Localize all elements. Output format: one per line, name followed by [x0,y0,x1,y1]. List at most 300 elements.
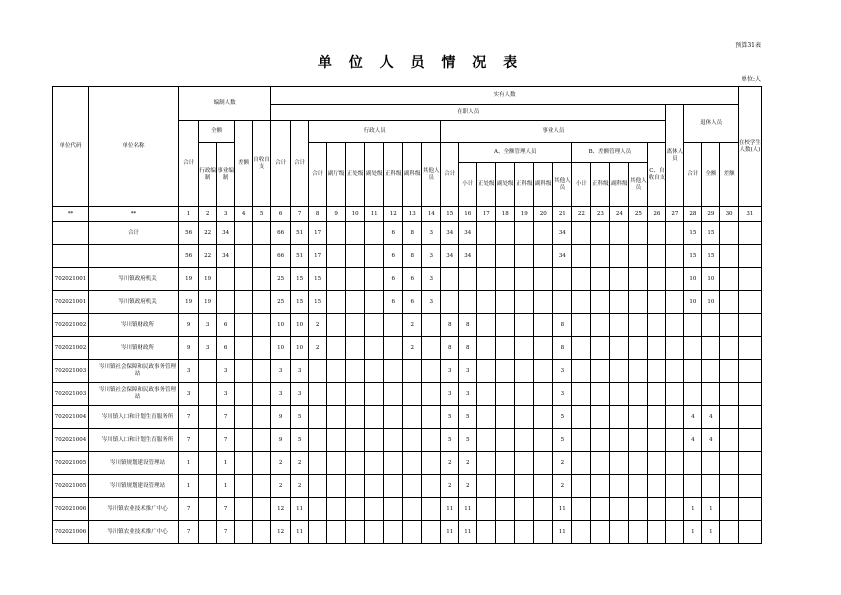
value-cell [253,268,271,291]
value-cell: 3 [459,360,477,383]
value-cell [515,383,534,406]
value-cell: 4 [702,406,720,429]
value-cell: 3 [422,268,441,291]
value-cell [253,337,271,360]
value-cell [422,452,441,475]
value-cell [217,291,235,314]
value-cell [253,222,271,245]
value-cell: 7 [179,429,199,452]
value-cell [610,521,629,544]
value-cell: 25 [271,291,291,314]
value-cell: 2 [309,337,327,360]
unit-label: 单位:人 [740,76,761,83]
value-cell [496,475,515,498]
value-cell [553,268,572,291]
value-cell: 6 [217,337,235,360]
value-cell [720,521,738,544]
unit-name-text: 岑川镇社会保障和民政事务管理站 [99,387,177,400]
value-cell: 10 [702,268,720,291]
value-cell [610,337,629,360]
value-cell [235,429,253,452]
value-cell: 34 [459,222,477,245]
value-cell [403,360,422,383]
value-cell: 19 [199,291,217,314]
value-cell [572,268,591,291]
value-cell: 1 [217,452,235,475]
value-cell [403,475,422,498]
value-cell [403,429,422,452]
value-cell [648,291,666,314]
value-cell [591,314,610,337]
unit-name-text: 岑川镇政府机关 [118,298,157,305]
value-cell: 34 [441,245,459,268]
col-b-other: 其他人员 [629,163,648,207]
value-cell [610,429,629,452]
value-cell [199,521,217,544]
value-cell [327,521,346,544]
value-cell [496,429,515,452]
value-cell [384,498,403,521]
value-cell: 5 [291,429,309,452]
value-cell [309,452,327,475]
value-cell [403,452,422,475]
value-cell [496,406,515,429]
value-cell [365,383,384,406]
value-cell [629,245,648,268]
value-cell [477,337,496,360]
value-cell [629,521,648,544]
value-cell [384,406,403,429]
unit-name-cell [89,268,179,291]
value-cell [365,268,384,291]
value-cell: 15 [684,245,702,268]
value-cell [365,337,384,360]
value-cell: 15 [309,291,327,314]
data-rows [53,222,762,544]
value-cell [403,406,422,429]
value-cell: 3 [422,245,441,268]
value-cell [477,498,496,521]
value-cell [496,291,515,314]
value-cell: 5 [459,429,477,452]
value-cell [610,222,629,245]
value-cell: 8 [403,245,422,268]
unit-name-cell [89,429,179,452]
value-cell [235,452,253,475]
value-cell: 1 [684,521,702,544]
table-row [53,268,762,291]
value-cell [666,406,684,429]
value-cell: 8 [459,314,477,337]
unit-name-text: 岑川镇财政所 [121,321,155,328]
value-cell [610,268,629,291]
unit-name-text: 岑川镇规划建设管理站 [110,482,166,489]
value-cell: 2 [459,475,477,498]
value-cell [515,452,534,475]
value-cell [572,498,591,521]
value-cell [666,383,684,406]
value-cell: 2 [441,452,459,475]
value-cell [515,245,534,268]
unit-code-cell: 702021002 [53,337,89,360]
value-cell: 10 [702,291,720,314]
value-cell [684,314,702,337]
unit-code-cell: 702021003 [53,360,89,383]
value-cell [199,360,217,383]
unit-code-cell: 702021005 [53,475,89,498]
col-est-diff: 差额 [235,121,253,207]
table-row [53,406,762,429]
value-cell [666,360,684,383]
value-cell [515,268,534,291]
unit-name-cell [89,475,179,498]
value-cell [629,337,648,360]
value-cell [666,314,684,337]
value-cell [477,314,496,337]
value-cell: 6 [384,291,403,314]
value-cell: 7 [217,406,235,429]
value-cell [738,337,761,360]
value-cell [515,222,534,245]
col-number: 31 [738,207,761,222]
col-establishment: 编制人数 [179,87,271,121]
value-cell: 1 [179,452,199,475]
value-cell: 15 [291,268,309,291]
value-cell: 3 [199,337,217,360]
unit-name-cell [89,291,179,314]
value-cell: 8 [403,222,422,245]
value-cell: 15 [702,222,720,245]
value-cell [346,268,365,291]
col-number: 16 [459,207,477,222]
table-row [53,498,762,521]
col-public-total: 合计 [441,143,459,207]
value-cell: 9 [271,406,291,429]
value-cell [610,383,629,406]
value-cell: 56 [179,245,199,268]
value-cell: 1 [684,498,702,521]
value-cell [217,268,235,291]
value-cell [496,222,515,245]
unit-name-text: 岑川镇人口和计划生育服务所 [101,436,174,443]
col-est-self: 自收自支 [253,121,271,207]
value-cell [591,475,610,498]
col-retired-off: 离休人员 [666,105,684,207]
unit-name-text: 岑川镇农业技术推广中心 [107,528,168,535]
value-cell [365,406,384,429]
value-cell: 34 [553,222,572,245]
value-cell: 11 [291,498,309,521]
value-cell [572,314,591,337]
value-cell [591,337,610,360]
table-row [53,429,762,452]
value-cell: 11 [441,498,459,521]
unit-name-cell [89,337,179,360]
value-cell: 3 [179,383,199,406]
value-cell [629,498,648,521]
value-cell [199,429,217,452]
col-svc-total: 合计 [291,121,309,207]
unit-name-text: 岑川镇规划建设管理站 [110,459,166,466]
table-row [53,337,762,360]
table-row [53,452,762,475]
col-a-full-mgmt: A、全额管理人员 [459,143,572,163]
value-cell: 7 [179,521,199,544]
value-cell: 3 [199,314,217,337]
value-cell [365,521,384,544]
value-cell [553,291,572,314]
value-cell [738,429,761,452]
value-cell [309,475,327,498]
value-cell [629,383,648,406]
value-cell: 3 [271,383,291,406]
value-cell [403,498,422,521]
value-cell: 5 [553,406,572,429]
col-number: 25 [629,207,648,222]
value-cell [720,429,738,452]
value-cell [327,314,346,337]
unit-name-cell [89,383,179,406]
unit-code-cell [53,245,89,268]
value-cell: 51 [291,245,309,268]
value-cell [534,475,553,498]
value-cell [534,360,553,383]
value-cell [346,337,365,360]
col-admin-div: 正处级 [346,143,365,207]
value-cell [572,291,591,314]
value-cell: 12 [271,521,291,544]
value-cell: 9 [271,429,291,452]
value-cell: 17 [309,222,327,245]
value-cell [384,337,403,360]
value-cell [629,452,648,475]
value-cell [235,475,253,498]
value-cell [365,360,384,383]
table-row [53,245,762,268]
value-cell [327,429,346,452]
value-cell [199,498,217,521]
value-cell [648,452,666,475]
value-cell [199,475,217,498]
value-cell [666,498,684,521]
value-cell: 34 [217,222,235,245]
value-cell: 2 [553,475,572,498]
col-public-staff: 事业人员 [441,121,666,143]
col-c-self: C、自收自支 [648,143,666,207]
value-cell: 66 [271,245,291,268]
unit-name-cell [89,222,179,245]
value-cell [365,475,384,498]
table-row [53,314,762,337]
col-number: 14 [422,207,441,222]
value-cell [327,452,346,475]
col-act-total: 合计 [271,121,291,207]
value-cell [572,337,591,360]
value-cell [365,222,384,245]
value-cell: 66 [271,222,291,245]
marker-name: ** [89,207,179,222]
value-cell [365,291,384,314]
value-cell: 10 [271,314,291,337]
value-cell [309,360,327,383]
col-b-subtotal: 小计 [572,163,591,207]
value-cell [738,406,761,429]
value-cell: 2 [309,314,327,337]
table-row [53,291,762,314]
value-cell: 3 [553,383,572,406]
value-cell [327,291,346,314]
value-cell [720,498,738,521]
unit-name-text: 合计 [128,229,140,236]
value-cell [648,498,666,521]
value-cell [384,314,403,337]
value-cell [403,521,422,544]
value-cell: 7 [217,498,235,521]
value-cell [477,291,496,314]
unit-name-cell [89,521,179,544]
value-cell: 6 [384,245,403,268]
value-cell [235,245,253,268]
unit-code-cell: 702021001 [53,291,89,314]
value-cell [572,429,591,452]
value-cell [515,337,534,360]
value-cell [591,222,610,245]
value-cell [441,291,459,314]
value-cell: 19 [179,291,199,314]
value-cell [648,383,666,406]
table-row [53,360,762,383]
value-cell [253,429,271,452]
value-cell [515,475,534,498]
value-cell: 22 [199,245,217,268]
value-cell [610,245,629,268]
value-cell [591,268,610,291]
col-a-vice-div: 副处级 [496,163,515,207]
value-cell [702,337,720,360]
value-cell [720,360,738,383]
value-cell [648,406,666,429]
value-cell [738,475,761,498]
value-cell [235,360,253,383]
value-cell: 34 [217,245,235,268]
value-cell [666,521,684,544]
value-cell [629,429,648,452]
value-cell: 10 [684,268,702,291]
value-cell [666,222,684,245]
value-cell [199,406,217,429]
unit-name-text: 岑川镇财政所 [121,344,155,351]
col-admin-est: 行政编制 [199,143,217,207]
value-cell: 2 [441,475,459,498]
value-cell [684,337,702,360]
unit-code-cell: 702021004 [53,429,89,452]
value-cell: 2 [553,452,572,475]
value-cell: 11 [291,521,309,544]
value-cell: 15 [684,222,702,245]
value-cell [309,383,327,406]
col-b-section: 正科级 [591,163,610,207]
table-code: 预算31表 [735,42,761,49]
value-cell [534,383,553,406]
col-number: 6 [271,207,291,222]
unit-name-cell [89,406,179,429]
value-cell [629,360,648,383]
value-cell [515,521,534,544]
value-cell [235,291,253,314]
value-cell [384,429,403,452]
value-cell: 51 [291,222,309,245]
col-a-section: 正科级 [515,163,534,207]
value-cell: 2 [271,475,291,498]
value-cell: 3 [459,383,477,406]
value-cell: 6 [384,222,403,245]
value-cell [534,406,553,429]
value-cell: 11 [459,498,477,521]
value-cell [327,222,346,245]
value-cell [534,429,553,452]
value-cell [720,222,738,245]
value-cell [422,498,441,521]
value-cell [610,360,629,383]
value-cell [346,498,365,521]
value-cell [572,521,591,544]
value-cell [422,337,441,360]
value-cell [720,268,738,291]
value-cell: 22 [199,222,217,245]
value-cell [199,452,217,475]
col-number: 21 [553,207,572,222]
value-cell [327,406,346,429]
col-a-div: 正处级 [477,163,496,207]
value-cell [384,521,403,544]
value-cell [534,452,553,475]
value-cell [253,291,271,314]
value-cell: 6 [403,291,422,314]
staff-table [52,86,762,544]
col-a-subtotal: 小计 [459,163,477,207]
value-cell: 8 [441,337,459,360]
value-cell: 3 [217,383,235,406]
value-cell [309,429,327,452]
value-cell: 3 [422,222,441,245]
unit-name-text: 岑川镇农业技术推广中心 [107,505,168,512]
value-cell [720,337,738,360]
value-cell [591,245,610,268]
col-number: 20 [534,207,553,222]
value-cell: 3 [291,383,309,406]
unit-name-text: 岑川镇社会保障和民政事务管理站 [99,364,177,377]
value-cell: 11 [553,498,572,521]
value-cell [591,291,610,314]
col-number: 5 [253,207,271,222]
col-number: 11 [365,207,384,222]
value-cell [253,452,271,475]
value-cell [534,498,553,521]
unit-name-text: 岑川镇政府机关 [118,275,157,282]
value-cell [253,314,271,337]
col-number: 8 [309,207,327,222]
col-number: 2 [199,207,217,222]
value-cell [572,475,591,498]
value-cell [629,314,648,337]
value-cell [702,475,720,498]
col-number: 24 [610,207,629,222]
value-cell [610,314,629,337]
col-number: 26 [648,207,666,222]
value-cell [365,314,384,337]
value-cell [235,337,253,360]
value-cell: 7 [217,429,235,452]
